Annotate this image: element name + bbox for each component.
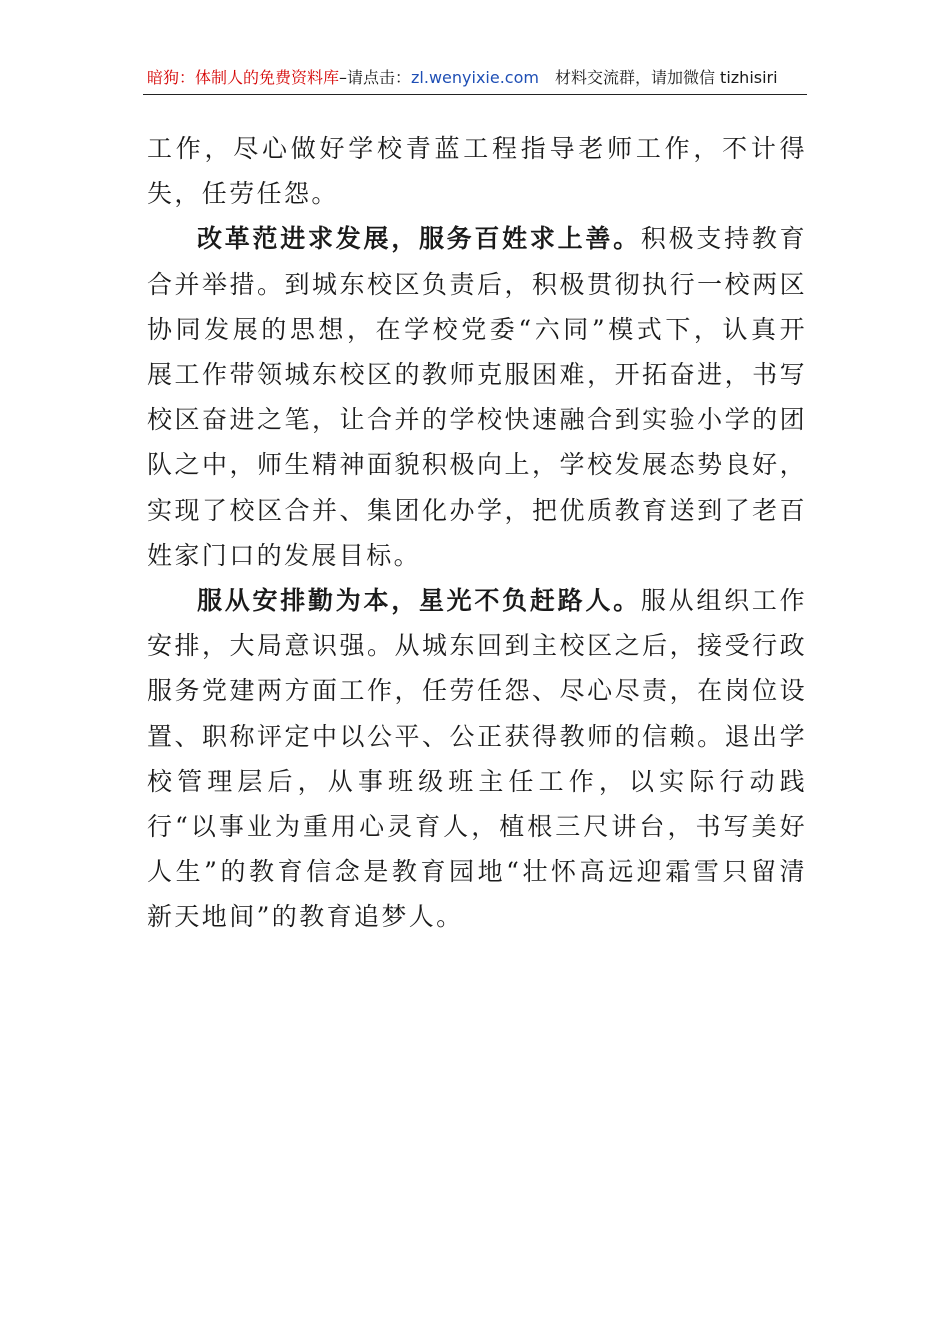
paragraph-3-lead: 服从安排勤为本，星光不负赶路人。	[197, 586, 641, 616]
paragraph-3-body: 服从组织工作安排，大局意识强。从城东回到主校区之后，接受行政服务党建两方面工作，任劳任怨、尽心尽责，在岗位设置、职称评定中以公平、公正获得教师的信赖。退出学校管理层后，从事班级班主任工作，以实际行动践行“以事业为重用心灵育人，植根三尺讲台，书写美好人生”的教育信念是教育园地“壮怀高远迎霜雪只留清新天地间”的教育追梦人。	[147, 586, 808, 932]
paragraph-2-lead: 改革范进求发展，服务百姓求上善。	[197, 224, 641, 254]
header-link[interactable]: zl.wenyixie.com	[411, 68, 539, 87]
paragraph-3	[147, 578, 807, 940]
paragraph-1	[147, 126, 807, 216]
header-separator: –请点击：	[339, 68, 412, 87]
paragraph-1-body: 工作，尽心做好学校青蓝工程指导老师工作，不计得失，任劳任怨。	[147, 134, 807, 209]
page-header	[147, 64, 807, 94]
header-brand: 暗狗：体制人的免费资料库	[147, 68, 340, 87]
document-body	[147, 126, 807, 940]
header-promo: 材料交流群，请加微信 tizhisiri	[554, 68, 778, 87]
header-divider	[143, 94, 807, 95]
paragraph-2	[147, 216, 807, 578]
paragraph-2-body: 积极支持教育合并举措。到城东校区负责后，积极贯彻执行一校两区协同发展的思想，在学校党委“六同”模式下，认真开展工作带领城东校区的教师克服困难，开拓奋进，书写校区奋进之笔，让合并的学校快速融合到实验小学的团队之中，师生精神面貌积极向上，学校发展态势良好，实现了校区合并、集团化办学，把优质教育送到了老百姓家门口的发展目标。	[147, 224, 808, 570]
